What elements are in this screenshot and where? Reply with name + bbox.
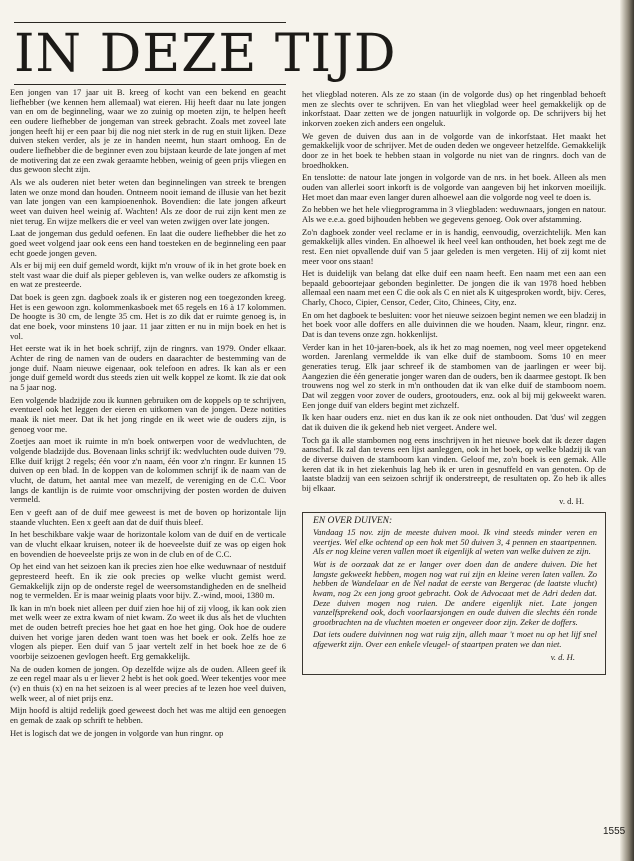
page-gutter-shadow xyxy=(620,0,634,861)
paragraph: Het eerste wat ik in het boek schrijf, zijn de ringnrs. van 1979. Onder elkaar. Achter de ring de namen van de ouders en daarachter de bestemming van de jonge duif. Naam nieuwe eigenaar, ook telefoon en adres. Ik kan als er een jonge duif gemeld wordt dus steeds zien uit welk koppel ze komt. Ik zie dat ook na 5 jaar nog. xyxy=(10,343,286,393)
paragraph: Zo'n dagboek zonder veel reclame er in is handig, eenvoudig, overzichtelijk. Men kan gemakkelijk alles vinden. En alhoewel ik heel veel kan onthouden, het boek zegt me de rest. Een niet opvallende duif van 5 jaar geleden is men vergeten. Hij of zij komt niet meer voor ons staan! xyxy=(302,226,606,266)
sidebar-box xyxy=(302,512,606,675)
paragraph: Het is duidelijk van belang dat elke duif een naam heeft. Een naam met een aan een bepaald geboortejaar gebonden beginletter. De jongen die ik van 1978 hoed hebben allemaal een naam met een C die ook als C en niet als K uitgesproken wordt, bijv. Ceres, Charly, Choco, Cipier, Censor, Ceder, Cito, Chinees, City, enz. xyxy=(302,268,606,308)
box-paragraph: Vandaag 15 nov. zijn de meeste duiven mooi. Ik vind steeds minder veren en veertjes. Wel elke ochtend op een hok met 50 duiven 3, 4 pennen en staartpennen. Als er nog kleine veren vallen moet ik eigenlijk al weten van welke duiven ze zijn. xyxy=(313,526,597,557)
paragraph: Dat boek is geen zgn. dagboek zoals ik er gisteren nog een toegezonden kreeg. Het is een gewoon zgn. kolommenkasboek met 65 regels en 16 à 17 kolommen. De hoogte is 30 cm, de lengte 35 cm. Het is zo dik dat er ruimte genoeg is, in dat ene boek, voor minstens 10 jaar. 11 jaar zitten er nu in mijn boek en het is vol. xyxy=(10,292,286,341)
paragraph: Op het eind van het seizoen kan ik precies zien hoe elke weduwnaar of nestduif gepresteerd heeft. En ik zie ook precies op welke vlucht gemist werd. Gemakkelijk zijn op de onderste regel de weersomstandigheden en de snelheid nog te vermelden. Er is maar weinig plaats voor bijv. Z.-wind, mooi, 1380 m. xyxy=(10,561,286,601)
paragraph: Verder kan in het 10-jaren-boek, als ik het zo mag noemen, nog veel meer opgetekend worden. Jarenlang vermeldde ik van elke duif de stamboom. Soms 10 en meer generaties terug. Elk jaar schreef ik de stambomen van de jaarlingen er weer bij. Aangezien die één generatie jonger waren dan de ouders, ben ik daarmee gestopt. Ik ben trouwens nog wel zo sterk in m'n onthouden dat ik van elke duif de stamboom noem. Dat wil zeggen voor zover de ouders, grootouders, enz. ook al bij mij gekweekt waren. Een jonge duif van elders begint met zichzelf. xyxy=(302,341,606,410)
page-number: 1555 xyxy=(603,826,626,837)
paragraph: Ik ken haar ouders enz. niet en dus kan ik ze ook niet onthouden. Dat 'dus' wil zeggen dat ik duiven die ik gekend heb niet vergeet. Andere wel. xyxy=(302,412,606,432)
box-paragraph: Dat iets oudere duivinnen nog wat ruig zijn, alleh maar 't moet nu op het lijf snel afgewerkt zijn. Over een enkele vleugel- of staartpen praten we dan niet. xyxy=(313,629,597,650)
title-bottom-rule xyxy=(14,84,286,85)
paragraph: En tenslotte: de natour late jongen in volgorde van de nrs. in het boek. Alleen als men ouden van allerlei soort inkorft is de volgorde van aangeven bij het inkorven moeilijk. Het moet dan maar even langer duren alhoewel aan die volgorde nog veel te doen is. xyxy=(302,172,606,202)
paragraph: Na de ouden komen de jongen. Op dezelfde wijze als de ouden. Alleen geef ik ze een regel maar als u er liever 2 hebt is het ook goed. Weer tekentjes voor mee (v) en thuis (x) en na het seizoen is al weer precies af te lezen hoe veel duiven, welk weer, al of niet prijs enz. xyxy=(10,663,286,703)
paragraph: Toch ga ik alle stambomen nog eens inschrijven in het nieuwe boek dat ik dezer dagen aanschaf. Ik zal dan tevens een lijst aanleggen, ook in het boek, op welke bladzij ik van de diverse duiven de stamboom kan vinden. Geloof me, zo'n boek is een gemak. Alle keren dat ik in het ziekenhuis lag heb ik er uren in gesnuffeld en van genoten. Op de laatste bladzij van een seizoen schrijf ik onderstreept, de resultaten op. Zo heb ik alles bij elkaar. xyxy=(302,434,606,493)
paragraph: Het is logisch dat we de jongen in volgorde van hun ringnr. op xyxy=(10,727,224,738)
paragraph: Zo hebben we het hele vliegprogramma in 3 vliegbladen: weduwnaars, jongen en natour. Als we e.e.a. goed bijhouden hebben we gegevens genoeg. Ook over afstamming. xyxy=(302,204,606,224)
paragraph: Zoetjes aan moet ik ruimte in m'n boek ontwerpen voor de wedvluchten, de volgende bladzijde dus. Bovenaan links schrijf ik: wedvluchten oude duiven '79. Elke duif krijgt 2 regels; één voor z'n naam, één voor z'n ringnr. Er kunnen 15 duiven op een blad. In de koppen van de kolommen schrijf ik de naam van de vlucht, de datum, het aantal mee van mezelf, de vereniging en de C.C. Voor langs de kantlijn is de ruimte voor omschrijving der posten worden de duiven vermeld. xyxy=(10,436,286,505)
box-paragraph: Wat is de oorzaak dat ze er langer over doen dan de andere duiven. Die het langste gekweekt hebben, mogen nog wat rui zijn en kleine veren laten vallen. Zo hebben de Wandelaar en de Nel nadat de eerste van Bergerac (de laatste vlucht) kwam, nog 2x een jong groot gebracht. Ook de Advocaat met de Adri deden dat. Deze duiven mogen nog ruien. De andere eigenlijk niet. Late jongen vanzelfsprekend ook, doch voorlaarsjongen en oude duiven die slechts één ronde grootbrachten na de vluchten moeten er ongeveer door zijn. Zeker de doffers. xyxy=(313,558,597,627)
paragraph: Een v geeft aan of de duif mee geweest is met de boven op horizontale lijn staande vluchten. Een x geeft aan dat de duif thuis bleef. xyxy=(10,506,286,527)
page-title: IN DEZE TIJD xyxy=(14,24,397,84)
paragraph: Als er bij mij een duif gemeld wordt, kijkt m'n vrouw of ik in het grote boek en stelt vast waar die duif als pieper gebleven is, van welke ouders ze afkomstig is en wat ze presteerde. xyxy=(10,260,286,290)
paragraph: We geven de duiven dus aan in de volgorde van de inkorfstaat. Het maakt het gemakkelijk voor de schrijver. Met de ouden deden we ongeveer hetzelfde. Gemakkelijk door ze in het boek te hebben staan in volgorde nu niet van de ringnrs. doch van de broedhokken. xyxy=(302,130,606,170)
paragraph: het vliegblad noteren. Als ze zo staan (in de volgorde dus) op het ringenblad behoeft men ze slechts over te schrijven. En van het vliegblad weer heel gemakkelijk op de inkorfstaat. Daar zetten we de jongen natuurlijk in volgorde op. De schrijvers bij het inkorven zoeken zich anders een ongeluk. xyxy=(302,89,606,128)
box-signature: v. d. H. xyxy=(550,651,575,662)
paragraph: In het beschikbare vakje waar de horizontale kolom van de duif en de verticale van de vlucht elkaar kruisen, noteer ik de hoeveelste duif ze was op eigen hok en bovendien de hoeveelste prijs ze won in de club en of de C.C. xyxy=(10,529,286,559)
paragraph: En om het dagboek te besluiten: voor het nieuwe seizoen begint nemen we een bladzij in het boek voor alle doffers en alle duivinnen die we houden. Naam, kleur, ringnr. enz. Dat is dan tevens onze zgn. hokkenlijst. xyxy=(302,309,606,340)
paragraph: Laat de jongeman dus geduld oefenen. En laat die oudere liefhebber die het zo goed weet volgend jaar ook eens een hand toesteken en de beginneling een paar echt goede jongen geven. xyxy=(10,228,286,258)
paragraph: Mijn hoofd is altijd redelijk goed geweest doch het was me altijd een genoegen en gemak de zaak op schrift te hebben. xyxy=(10,705,286,726)
paragraph: Een jongen van 17 jaar uit B. kreeg of kocht van een bekend en geacht liefhebber (we kennen hem allemaal) wat eieren. Hij heeft daar nu late jongen van en om de beginneling, waar we zo zuinig op moeten zijn, te helpen heeft een oudere liefhebber de jongeman van streek gebracht. Zoals met zoveel late jongen heeft hij er een paar bij die nog niet sterk in de rug en stuit lijken. Deze duiven steken verder, als je ze in handen neemt, hun staart omhoog. En de oudere liefhebber die de beginner even zou bijstaan keurde de late jongen af met de motivering dat ze een zwak geraamte hebben, weinig of geen prijs vliegen en dus gewoon slecht zijn. xyxy=(10,87,286,175)
author-signature: v. d. H. xyxy=(559,495,584,506)
paragraph: Als we als ouderen niet beter weten dan beginnelingen van streek te brengen laten we onze mond dan houden. Ontneem nooit iemand de illusie van het bezit van late jongen van een kampioenenhok. Bovendien: die late jongen afkeurt weet van duiven heel weinig af. Wachten! Als ze door de rui zijn kent men ze niet terug. En wijze melkers die er veel van weten zwijgen over late jongen. xyxy=(10,176,286,226)
box-heading: EN OVER DUIVEN: xyxy=(313,516,393,527)
left-column xyxy=(10,88,286,741)
title-top-rule xyxy=(14,22,286,23)
paragraph: Ik kan in m'n boek niet alleen per duif zien hoe hij of zij vloog, ik kan ook zien met welk weer ze extra kwam of niet kwam. Zo weet ik dus als het de vluchten met de ouden betreft precies hoe het gaat en hoe het ging. Ook hoe de oudere duiven het vorige jaren deden want toen was het boek er ook. Zelfs hoe ze vlogen als pieper. Een duif van 5 jaar vertelt zelf in het boek hoe ze de 6 voorbije seizoenen gevlogen heeft. Erg gemakkelijk. xyxy=(10,602,286,662)
right-column xyxy=(302,90,606,675)
paragraph: Een volgende bladzijde zou ik kunnen gebruiken om de koppels op te schrijven, eventueel ook het leggen der eieren en uitkomen van de jongen. Deze notities maak ik niet meer. Dat ik het jong ringde en ik weet wie de ouders zijn, is genoeg voor me. xyxy=(10,394,286,434)
